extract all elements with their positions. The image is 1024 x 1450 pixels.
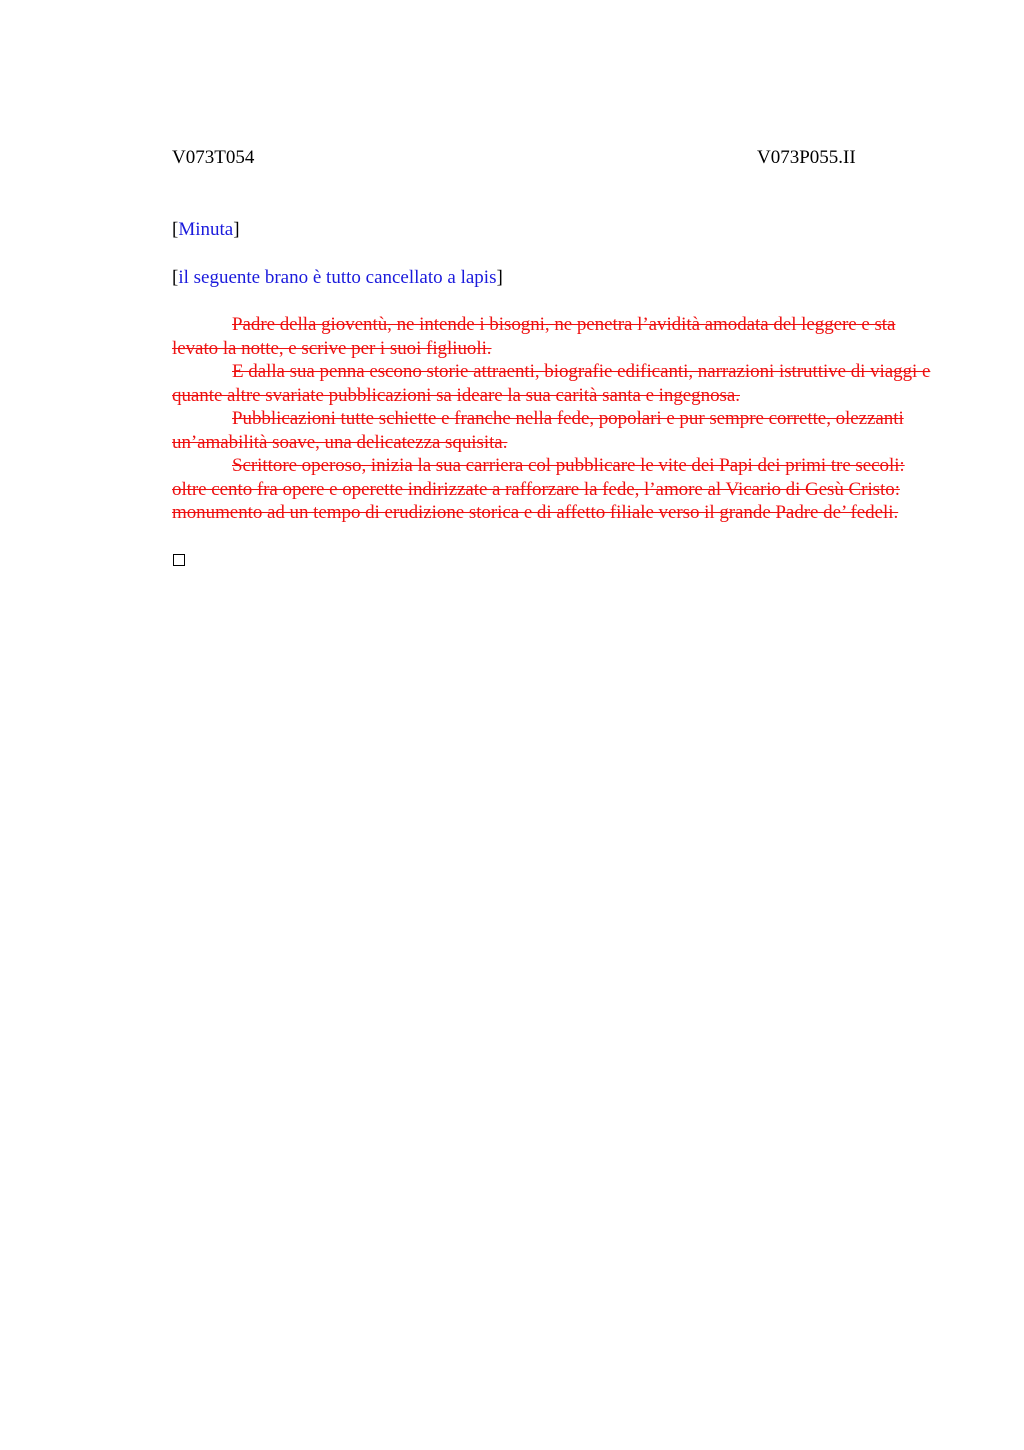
document-code-left: V073T054: [172, 147, 255, 168]
note-minuta-text: Minuta: [178, 219, 234, 240]
paragraph: E dalla sua penna escono storie attraenti, biografie edificanti, narrazioni istruttive di viaggi e quante altre svariate pubblicazioni sa ideare la sua carità santa e ingegnosa.: [172, 361, 931, 406]
struck-through-passage: [172, 313, 932, 525]
note-minuta: [172, 218, 240, 242]
empty-square-icon: [173, 554, 185, 566]
bracket-close: ]: [233, 219, 240, 240]
paragraph: Padre della gioventù, ne intende i bisogni, ne penetra l’avidità amodata del leggere e sta levato la notte, e scrive per i suoi figliuoli.: [172, 314, 896, 359]
document-code-right: V073P055.II: [757, 147, 856, 168]
bracket-open: [: [172, 219, 179, 240]
paragraph: Pubblicazioni tutte schiette e franche nella fede, popolari e pur sempre corrette, olezzanti un’amabilità soave, una delicatezza squisita.: [172, 408, 904, 453]
note-cancellato: [172, 266, 503, 290]
paragraph: Scrittore operoso, inizia la sua carriera col pubblicare le vite dei Papi dei primi tre secoli: oltre cento fra opere e operette indirizzate a rafforzare la fede, l’amore al Vicario di Gesù Cristo: monumento ad un tempo di erudizione storica e di affetto filiale verso il grande Padre de’ fedeli.: [172, 455, 905, 523]
bracket-close: ]: [496, 267, 503, 288]
bracket-open: [: [172, 267, 179, 288]
note-cancellato-text: il seguente brano è tutto cancellato a lapis: [178, 267, 497, 288]
